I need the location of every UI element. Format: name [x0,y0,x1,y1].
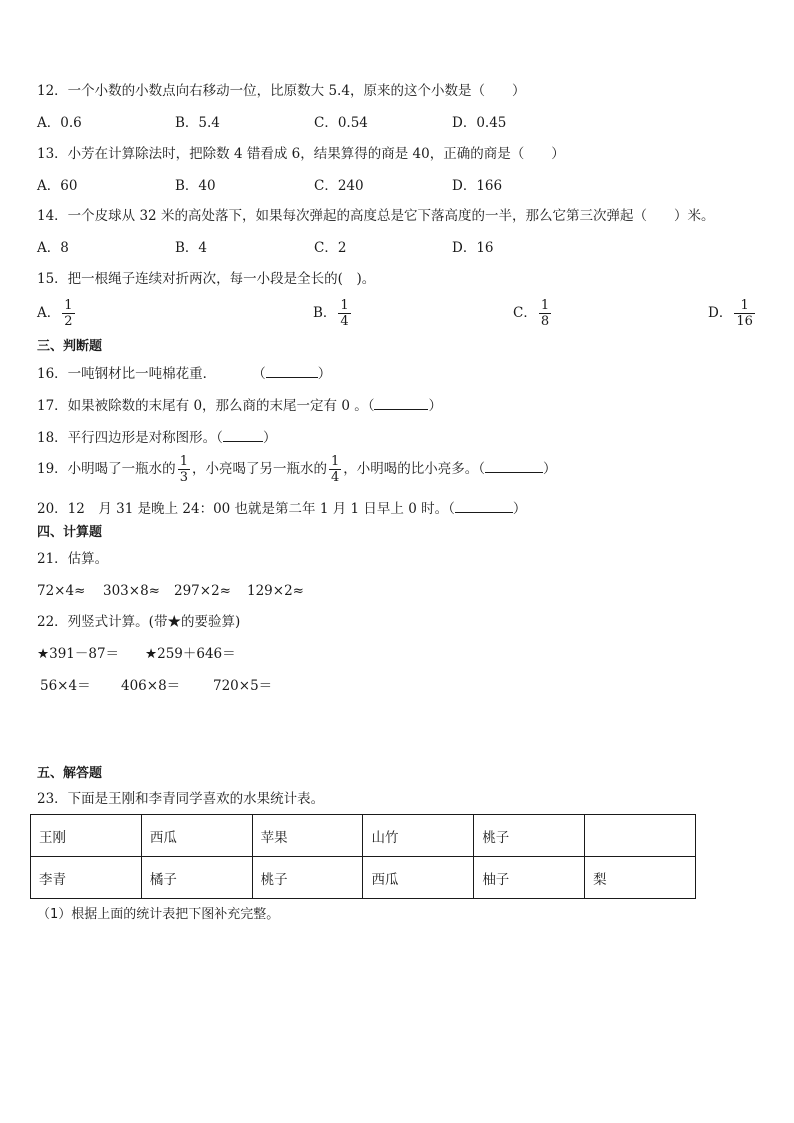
estimate-item: 297×2≈ [174,583,231,599]
estimate-item: 72×4≈ [37,583,86,599]
question-23-sub-1: （1）根据上面的统计表把下图补充完整。 [37,907,280,922]
estimate-item: 129×2≈ [247,583,304,599]
question-12: 12．一个小数的小数点向右移动一位，比原数大 5.4，原来的这个小数是（ ） [37,83,526,99]
q15-option-a [37,298,77,329]
question-15: 15．把一根绳子连续对折两次，每一小段是全长的( )。 [37,271,376,287]
table-cell: 李青 [31,857,142,899]
table-cell: 柚子 [474,857,585,899]
fraction: $\frac{1}{16}$ [736,298,753,329]
question-18: 18．平行四边形是对称图形。（ ） [37,427,276,447]
calc-item: ★259＋646＝ [145,646,236,662]
question-21: 21．估算。 [37,551,109,567]
table-row [31,857,696,899]
q15-option-c-label: C． [513,305,537,321]
q15-option-c [513,298,553,329]
answer-blank[interactable] [485,458,543,473]
table-cell: 西瓜 [141,815,252,857]
q15-option-b-label: B． [313,305,337,321]
table-cell: 山竹 [363,815,474,857]
table-row [31,815,696,857]
fruit-table [30,814,696,899]
q14-option-a: A．8 [37,240,69,256]
fraction: $\frac{1}{4}$ [340,298,349,329]
table-cell: 西瓜 [363,857,474,899]
q12-option-b: B．5.4 [175,115,220,131]
estimate-item: 303×8≈ [103,583,160,599]
fraction-one-third: $\frac{1}{3}$ [179,454,188,485]
table-cell: 苹果 [252,815,363,857]
q12-option-a: A．0.6 [37,115,82,131]
question-23: 23．下面是王刚和李青同学喜欢的水果统计表。 [37,791,325,807]
table-cell: 桃子 [474,815,585,857]
fraction: $\frac{1}{8}$ [540,298,550,329]
question-17: 17．如果被除数的末尾有 0，那么商的末尾一定有 0 。（ ） [37,395,442,415]
q15-option-a-label: A． [37,305,61,321]
fraction-one-quarter: $\frac{1}{4}$ [330,454,340,485]
q13-option-d: D．166 [452,178,503,194]
question-22: 22．列竖式计算。(带★的要验算) [37,614,241,630]
table-cell: 橘子 [141,857,252,899]
calc-item: 720×5＝ [213,678,273,694]
q13-option-c: C．240 [314,178,364,194]
table-cell: 桃子 [252,857,363,899]
section-5-heading: 五、解答题 [37,766,103,781]
question-19: 19．小明喝了一瓶水的 $\frac{1}{3}$ ，小亮喝了另一瓶水的 $\frac{1}{4}$ ，小明喝的比小亮多。（ ） [37,454,557,485]
section-3-heading: 三、判断题 [37,339,103,354]
calc-item: 56×4＝ [40,678,91,694]
q13-option-b: B．40 [175,178,216,194]
table-cell: 王刚 [31,815,142,857]
question-13: 13．小芳在计算除法时，把除数 4 错看成 6，结果算得的商是 40，正确的商是（ ） [37,146,565,162]
q12-option-c: C．0.54 [314,115,368,131]
question-20: 20．12 月 31 是晚上 24：00 也就是第二年 1 月 1 日早上 0 时。（ ） [37,498,526,518]
q15-option-d [708,298,757,329]
answer-blank[interactable] [266,363,318,378]
answer-blank[interactable] [374,395,428,410]
q15-option-d-label: D． [708,305,733,321]
q15-option-b [313,298,353,329]
fraction: $\frac{1}{2}$ [64,298,73,329]
q14-option-d: D．16 [452,240,494,256]
calc-item: ★391－87＝ [37,646,120,662]
answer-blank[interactable] [455,498,513,513]
question-14: 14．一个皮球从 32 米的高处落下，如果每次弹起的高度总是它下落高度的一半，那么它第三次弹起（ ）米。 [37,208,715,224]
answer-blank[interactable] [223,427,263,442]
q14-option-b: B．4 [175,240,208,256]
q12-option-d: D．0.45 [452,115,507,131]
table-cell: 梨 [585,857,696,899]
question-16: 16．一吨钢材比一吨棉花重． （ ） [37,363,331,383]
q14-option-c: C．2 [314,240,347,256]
table-cell [585,815,696,857]
section-4-heading: 四、计算题 [37,525,103,540]
calc-item: 406×8＝ [121,678,181,694]
q13-option-a: A．60 [37,178,78,194]
